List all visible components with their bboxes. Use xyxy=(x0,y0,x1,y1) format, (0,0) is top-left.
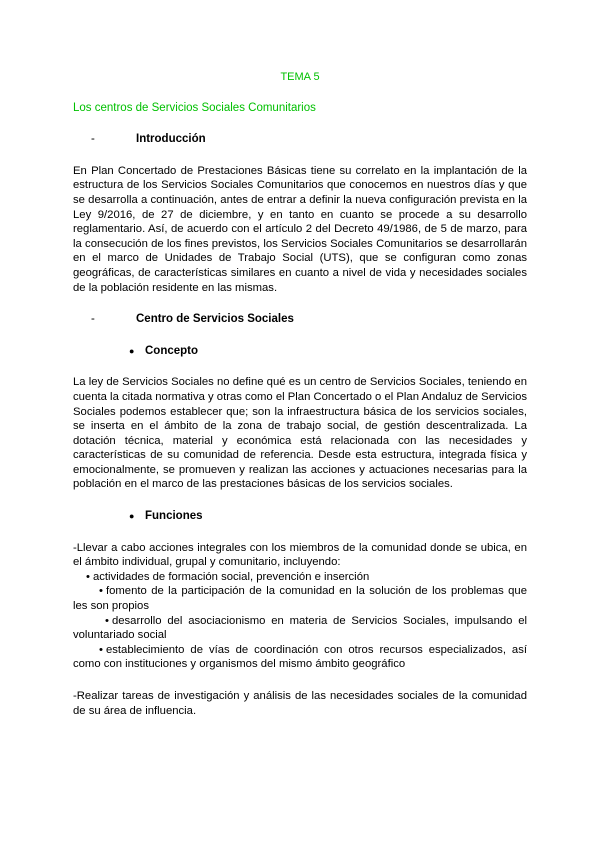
document-subtitle: Los centros de Servicios Sociales Comunitarios xyxy=(73,101,316,114)
section-heading-text: Introducción xyxy=(136,133,206,146)
bullet-marker: • xyxy=(99,585,103,598)
list-item-text: establecimiento de vías de coordinación con otros recursos especializados, así como con instituciones y organismos del mismo ámbito geográfico xyxy=(73,643,527,671)
subheading-text: Funciones xyxy=(145,510,203,523)
subheading-funciones xyxy=(73,509,527,524)
subheading-text: Concepto xyxy=(145,344,199,357)
document-body xyxy=(73,70,527,718)
dash-marker: - xyxy=(91,313,95,326)
subheading-concepto xyxy=(73,344,527,359)
list-item-text: actividades de formación social, prevención e inserción xyxy=(92,570,370,583)
bullet-marker: • xyxy=(99,643,103,656)
list-item xyxy=(73,643,527,672)
list-item-text: desarrollo del asociacionismo en materia de Servicios Sociales, impulsando el voluntariado social xyxy=(73,614,527,642)
concepto-paragraph: La ley de Servicios Sociales no define qué es un centro de Servicios Sociales, teniendo en cuenta la citada normativa y otras como el Plan Concertado o el Plan Andaluz de Servicios Sociales podemos establecer que; son la infraestructura básica de los servicios sociales, se inserta en el ámbito de la zona de trabajo social, de gestión descentralizada. La dotación técnica, material y económica está relacionada con las necesidades y características de su comunidad de referencia. Desde esta estructura, integrada física y emocionalmente, se promueven y realizan las acciones y actuaciones necesarias para la población en el marco de las prestaciones básicas de los servicios sociales. xyxy=(73,376,528,491)
dash-marker: - xyxy=(91,133,95,146)
document-title: TEMA 5 xyxy=(280,71,320,83)
list-item xyxy=(73,570,527,585)
bullet-marker: • xyxy=(86,570,90,583)
section-heading-text: Centro de Servicios Sociales xyxy=(136,313,294,326)
funciones-list xyxy=(73,570,527,672)
introduccion-paragraph: En Plan Concertado de Prestaciones Básicas tiene su correlato en la implantación de la estructura de los Servicios Sociales Comunitarios que conocemos en nuestros días y que se desarrolla a continuación, antes de entrar a definir la nueva configuración prevista en la Ley 9/2016, de 27 de diciembre, y en tanto en cuanto se procede a su desarrollo reglamentario. Así, de acuerdo con el artículo 2 del Decreto 49/1986, de 5 de marzo, para la consecución de los fines previstos, los Servicios Sociales Comunitarios se desarrollarán en el marco de Unidades de Trabajo Social (UTS), que se configuran como zonas geográficas, de características similares en cuanto a nivel de vida y necesidades sociales de la población residente en las mismas. xyxy=(73,164,527,294)
section-heading-centro xyxy=(73,312,527,327)
funciones-intro: -Llevar a cabo acciones integrales con los miembros de la comunidad donde se ubica, en el ámbito individual, grupal y comunitario, incluyendo: xyxy=(73,541,527,569)
section-heading-introduccion xyxy=(73,132,527,147)
bullet-marker: ● xyxy=(129,511,135,522)
list-item xyxy=(73,614,527,643)
list-item-text: fomento de la participación de la comunidad en la solución de los problemas que les son propios xyxy=(73,585,527,613)
bullet-marker: • xyxy=(105,614,109,627)
list-item xyxy=(73,584,527,613)
funciones-closing: -Realizar tareas de investigación y análisis de las necesidades sociales de la comunidad de su área de influencia. xyxy=(73,690,527,717)
bullet-marker: ● xyxy=(129,345,135,356)
